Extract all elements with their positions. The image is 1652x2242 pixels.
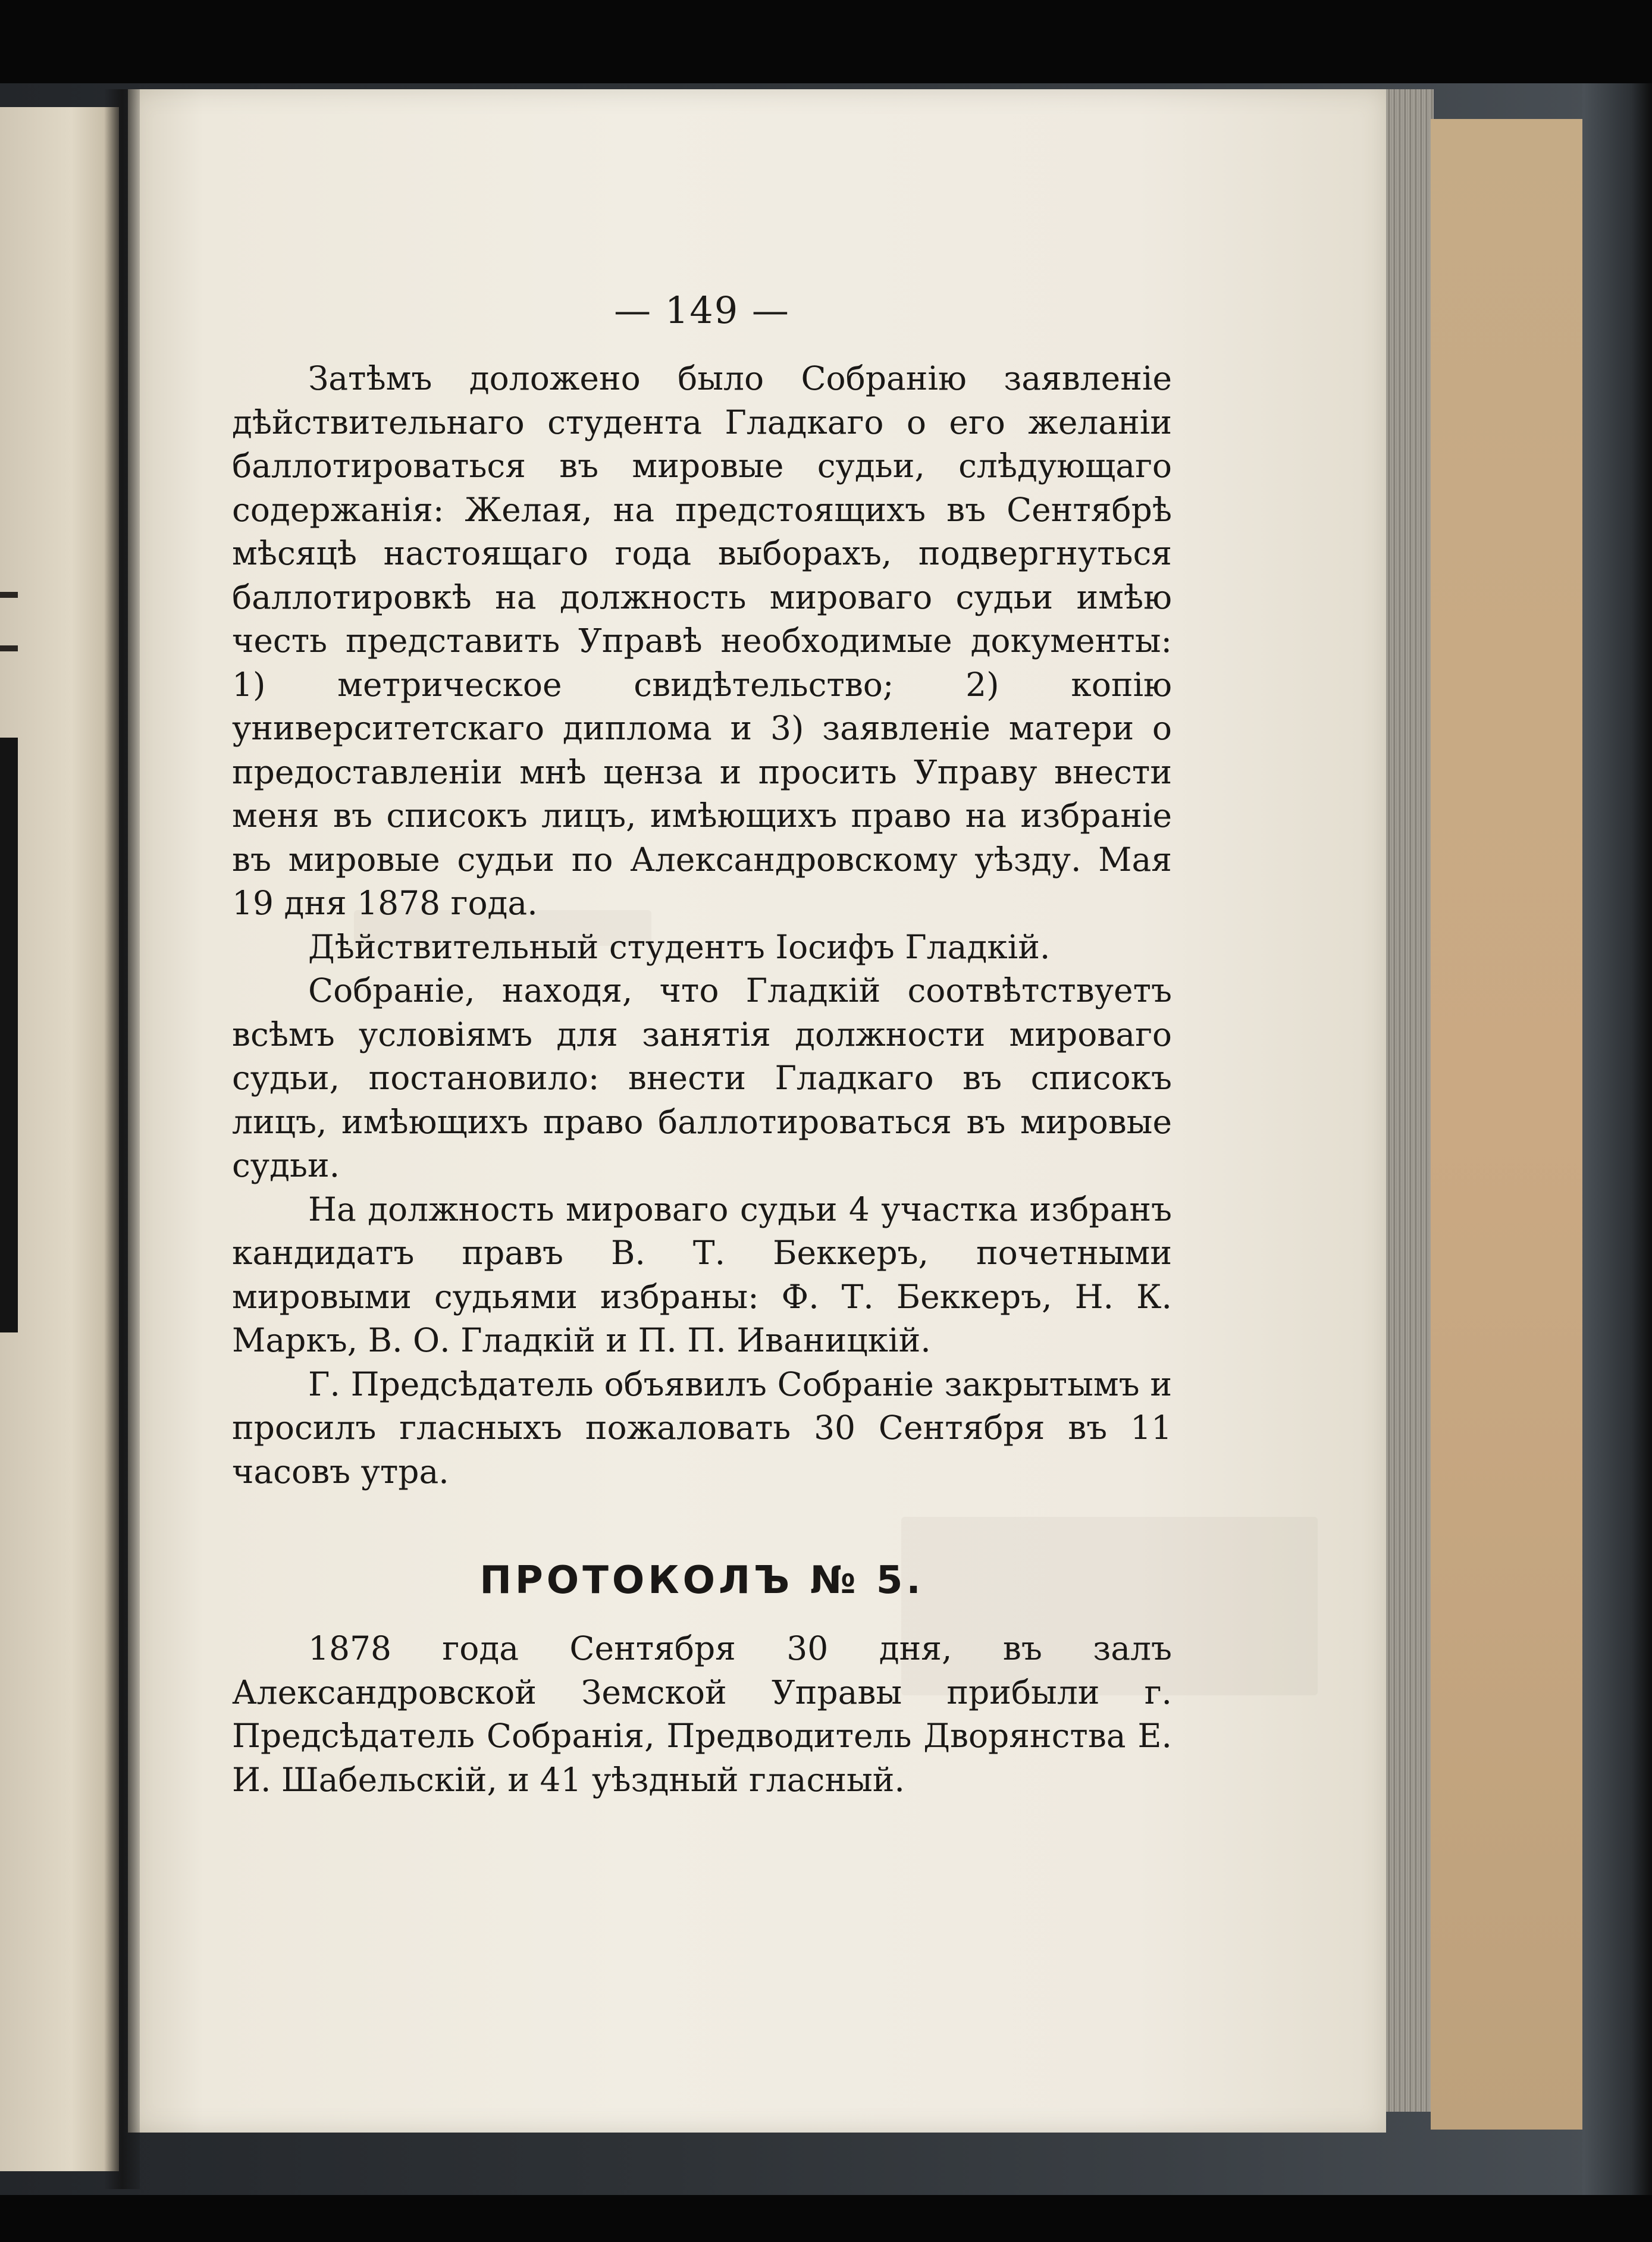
paragraph-resolution: Собраніе, находя, что Гладкій соотвѣтствуетъ всѣмъ условіямъ для занятія должности мироваго судьи, постановило: внести Гладкаго въ списокъ лицъ, имѣющихъ право баллотироваться въ мировые судьи. <box>232 971 1172 1184</box>
paragraph-closing: Г. Предсѣдатель объявилъ Собраніе закрытымъ и просилъ гласныхъ пожаловать 30 Сентября въ 11 часовъ утра. <box>232 1365 1172 1491</box>
left-page-text-fragment <box>0 645 18 651</box>
paragraph-election: На должность мироваго судьи 4 участка избранъ кандидатъ правъ В. Т. Беккеръ, почетными мировыми судьями избраны: Ф. Т. Беккеръ, Н. К. Маркъ, В. О. Гладкій и П. П. Иваницкій. <box>232 1190 1172 1359</box>
page-number: — 149 — <box>614 289 790 332</box>
paragraph-signature: Дѣйствительный студентъ Іосифъ Гладкій. <box>308 927 1051 966</box>
left-facing-page <box>0 107 119 2171</box>
scan-top-border <box>0 0 1652 83</box>
protocol-heading: ПРОТОКОЛЪ № 5. <box>479 1559 924 1603</box>
gutter-shadow <box>104 89 140 2189</box>
left-page-dark-block <box>0 738 18 1332</box>
paragraph-protocol-opening: 1878 года Сентября 30 дня, въ залъ Александровской Земской Управы прибыли г. Предсѣдатель Собранія, Предводитель Дворянства Е. И. Шабельскій, и 41 уѣздный гласный. <box>232 1629 1172 1799</box>
left-page-text-fragment <box>0 592 18 598</box>
cover-edge-right <box>1582 83 1652 2195</box>
body-text-after-heading <box>232 1627 1172 1802</box>
scan-bottom-border <box>0 2195 1652 2242</box>
paragraph-application: Затѣмъ доложено было Собранію заявленіе дѣйствительнаго студента Гладкаго о его желаніи баллотироваться въ мировые судьи, слѣдующаго содержанія: Желая, на предстоящихъ въ Сентябрѣ мѣсяцѣ настоящаго года выборахъ, подвергнуться баллотировкѣ на должность мироваго судьи имѣю честь представить Управѣ необходимые документы: 1) метрическое свидѣтельство; 2) копію университетскаго диплома и 3) заявленіе матери о предоставленіи мнѣ ценза и просить Управу внести меня въ списокъ лицъ, имѣющихъ право на избраніе въ мировые судьи по Александровскому уѣзду. Мая 19 дня 1878 года. <box>232 359 1172 922</box>
endpaper <box>1431 119 1585 2130</box>
body-text <box>232 357 1172 1494</box>
page-edge-stack <box>1380 89 1434 2112</box>
